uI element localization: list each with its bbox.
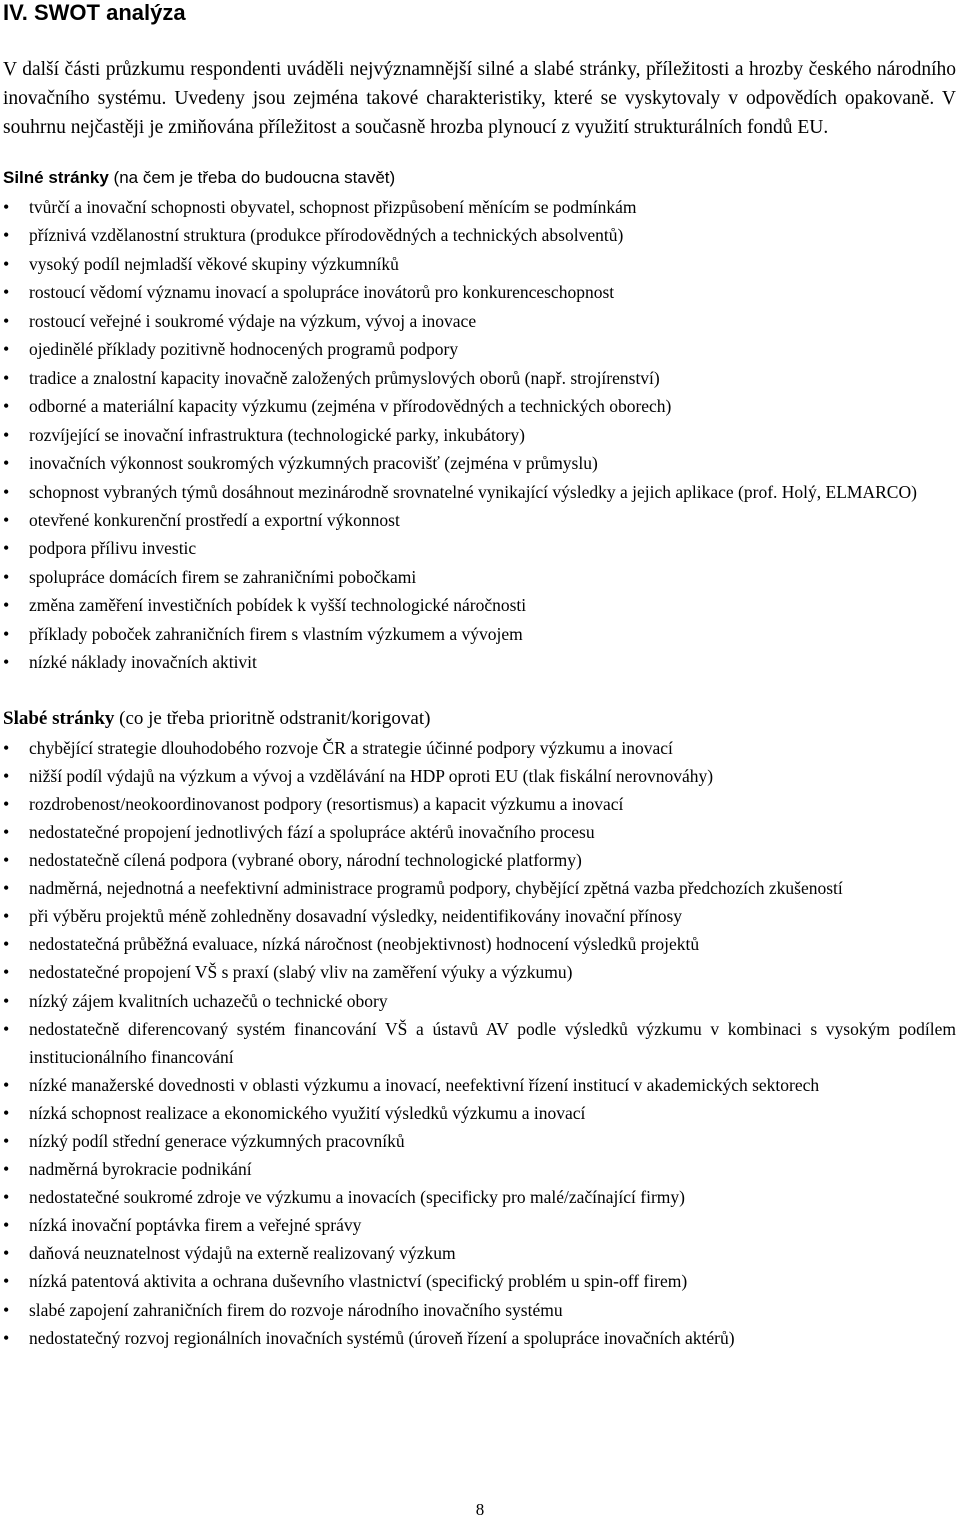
weaknesses-heading-note: (co je třeba prioritně odstranit/korigovat) bbox=[114, 707, 431, 729]
list-item: • nízký zájem kvalitních uchazečů o technické obory bbox=[3, 987, 956, 1015]
list-item: • chybějící strategie dlouhodobého rozvoje ČR a strategie účinné podpory výzkumu a inovací bbox=[3, 734, 956, 762]
list-item: • otevřené konkurenční prostředí a exportní výkonnost bbox=[3, 506, 956, 534]
list-item: • nedostatečné propojení jednotlivých fází a spolupráce aktérů inovačního procesu bbox=[3, 818, 956, 846]
list-item: • nedostatečná průběžná evaluace, nízká náročnost (neobjektivnost) hodnocení výsledků projektů bbox=[3, 930, 956, 958]
list-item: • slabé zapojení zahraničních firem do rozvoje národního inovačního systému bbox=[3, 1296, 956, 1324]
list-item: • tradice a znalostní kapacity inovačně založených průmyslových oborů (např. strojírenství) bbox=[3, 364, 956, 392]
page-number: 8 bbox=[475, 1500, 485, 1519]
page-heading: IV. SWOT analýza bbox=[3, 0, 186, 25]
strengths-heading-bold: Silné stránky bbox=[3, 168, 109, 187]
list-item: • nadměrná, nejednotná a neefektivní administrace programů podpory, chybějící zpětná vazba předchozích zkušeností bbox=[3, 874, 956, 902]
list-item: • inovačních výkonnost soukromých výzkumných pracovišť (zejména v průmyslu) bbox=[3, 449, 956, 477]
strengths-heading-note: (na čem je třeba do budoucna stavět) bbox=[108, 168, 396, 187]
strengths-list bbox=[3, 193, 956, 677]
list-item: • nedostatečné soukromé zdroje ve výzkumu a inovacích (specificky pro malé/začínající firmy) bbox=[3, 1183, 956, 1211]
weaknesses-heading bbox=[3, 706, 956, 732]
list-item: • rostoucí veřejné i soukromé výdaje na výzkum, vývoj a inovace bbox=[3, 307, 956, 335]
list-item: • podpora přílivu investic bbox=[3, 534, 956, 562]
list-item: • vysoký podíl nejmladší věkové skupiny výzkumníků bbox=[3, 250, 956, 278]
list-item: • nižší podíl výdajů na výzkum a vývoj a vzdělávání na HDP oproti EU (tlak fiskální nerovnováhy) bbox=[3, 762, 956, 790]
list-item: • nedostatečný rozvoj regionálních inovačních systémů (úroveň řízení a spolupráce inovačních aktérů) bbox=[3, 1324, 956, 1352]
list-item: • příklady poboček zahraničních firem s vlastním výzkumem a vývojem bbox=[3, 620, 956, 648]
intro-paragraph: V další části průzkumu respondenti uváděli nejvýznamnější silné a slabé stránky, příležitosti a hrozby českého národního inovačního systému. Uvedeny jsou zejména takové charakteristiky, které se vyskytovaly v odpovědích opakovaně. V souhrnu nejčastěji je zmiňována příležitost a současně hrozba plynoucí z využití strukturálních fondů EU. bbox=[3, 59, 956, 138]
list-item: • nízká inovační poptávka firem a veřejné správy bbox=[3, 1211, 956, 1239]
list-item: • daňová neuznatelnost výdajů na externě realizovaný výzkum bbox=[3, 1239, 956, 1267]
list-item: • odborné a materiální kapacity výzkumu (zejména v přírodovědných a technických oborech) bbox=[3, 392, 956, 420]
list-item: • nízká schopnost realizace a ekonomického využití výsledků výzkumu a inovací bbox=[3, 1099, 956, 1127]
list-item: • ojedinělé příklady pozitivně hodnocených programů podpory bbox=[3, 335, 956, 363]
list-item: • nízké náklady inovačních aktivit bbox=[3, 648, 956, 676]
list-item: • nízký podíl střední generace výzkumných pracovníků bbox=[3, 1127, 956, 1155]
list-item: • rostoucí vědomí významu inovací a spolupráce inovátorů pro konkurenceschopnost bbox=[3, 278, 956, 306]
list-item: • rozdrobenost/neokoordinovanost podpory (resortismus) a kapacit výzkumu a inovací bbox=[3, 790, 956, 818]
list-item: • nedostatečně diferencovaný systém financování VŠ a ústavů AV podle výsledků výzkumu v kombinaci s vysokým podílem institucionálního financování bbox=[3, 1015, 956, 1071]
list-item: • nadměrná byrokracie podnikání bbox=[3, 1155, 956, 1183]
list-item: • nízké manažerské dovednosti v oblasti výzkumu a inovací, neefektivní řízení institucí v akademických sektorech bbox=[3, 1071, 956, 1099]
list-item: • změna zaměření investičních pobídek k vyšší technologické náročnosti bbox=[3, 591, 956, 619]
list-item: • nedostatečně cílená podpora (vybrané obory, národní technologické platformy) bbox=[3, 846, 956, 874]
list-item: • nízká patentová aktivita a ochrana duševního vlastnictví (specifický problém u spin-off firem) bbox=[3, 1267, 956, 1295]
list-item: • při výběru projektů méně zohledněny dosavadní výsledky, neidentifikovány inovační přínosy bbox=[3, 902, 956, 930]
weaknesses-list bbox=[3, 734, 956, 1352]
list-item: • spolupráce domácích firem se zahraničními pobočkami bbox=[3, 563, 956, 591]
list-item: • tvůrčí a inovační schopnosti obyvatel, schopnost přizpůsobení měnícím se podmínkám bbox=[3, 193, 956, 221]
list-item: • rozvíjející se inovační infrastruktura (technologické parky, inkubátory) bbox=[3, 421, 956, 449]
list-item: • nedostatečné propojení VŠ s praxí (slabý vliv na zaměření výuky a výzkumu) bbox=[3, 958, 956, 986]
strengths-heading bbox=[3, 165, 956, 191]
list-item: • příznivá vzdělanostní struktura (produkce přírodovědných a technických absolventů) bbox=[3, 221, 956, 249]
list-item: • schopnost vybraných týmů dosáhnout mezinárodně srovnatelné vynikající výsledky a jejich aplikace (prof. Holý, ELMARCO) bbox=[3, 478, 956, 506]
weaknesses-heading-bold: Slabé stránky bbox=[3, 707, 115, 729]
